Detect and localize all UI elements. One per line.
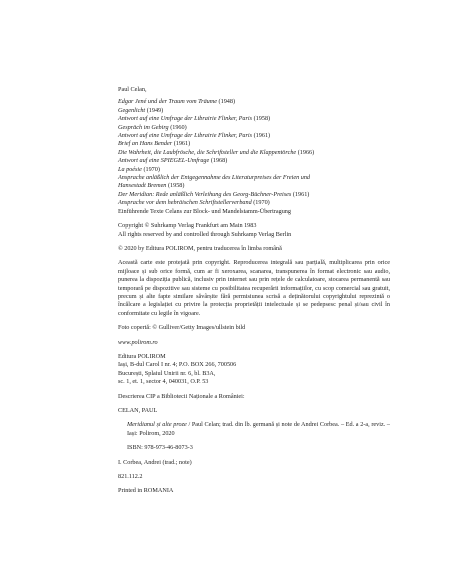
copyright-translation: © 2020 by Editura POLIROM, pentru traducerea în limba română [118, 244, 282, 252]
work-entry: Gespräch im Gebirg (1960) [118, 123, 187, 131]
work-entry: Edgar Jené und der Traum vom Träume (1948) [118, 98, 236, 106]
work-entry: Ansprache vor dem hebräischen Schriftstellerverband (1970) [118, 199, 270, 207]
works-block [118, 86, 390, 496]
isbn: ISBN: 978-973-46-8073-3 [127, 444, 193, 452]
work-entry: Die Wahrheit, die Laubfrösche, die Schriftsteller und die Klappentörche (1966) [118, 148, 315, 156]
work-entry: Der Meridian: Rede anläßlich Verleihung des Georg-Büchner-Preises (1961) [118, 190, 310, 198]
publisher-address: București, Splaiul Unirii nr. 6, bl. B3A, [118, 369, 216, 377]
author-name: Paul Celan, [118, 86, 147, 93]
work-entry: Gegenlicht (1949) [118, 106, 164, 114]
printed-in: Printed in ROMANIA [118, 487, 174, 495]
work-entry: Brief an Hans Bender (1961) [118, 140, 191, 148]
udc-code: 821.112.2 [118, 473, 143, 481]
work-entry: Ansprache anläßlich der Entgegennahme des Literaturpreises der Freien und [118, 174, 311, 182]
publisher-address: Iași, B-dul Carol I nr. 4; P.O. BOX 266, 700506 [118, 361, 237, 369]
work-entry: La poésie (1970) [118, 165, 160, 173]
cip-subject: I. Corbea, Andrei (trad.; note) [118, 458, 192, 466]
copyright-rights: All rights reserved by and controlled through Suhrkamp Verlag Berlin [118, 230, 292, 238]
publisher-address: sc. 1, et. 1, sector 4, 040031, O.P. 53 [118, 378, 209, 386]
work-entry: Hansestadt Bremen (1958) [118, 182, 185, 190]
work-entry: Antwort auf eine SPIEGEL-Umfrage (1968) [118, 157, 228, 165]
work-entry: Antwort auf eine Umfrage der Librairie Flinker, Paris (1958) [118, 115, 271, 123]
cip-title: Descrierea CIP a Bibliotecii Naționale a României: [118, 392, 245, 400]
work-entry: Antwort auf eine Umfrage der Librairie Flinker, Paris (1961) [118, 132, 271, 140]
cip-description: Meridianul și alte proze / Paul Celan; trad. din lb. germană și note de Andrei Corbea. – Ed. a 2-a, reviz. – Iași: Polirom, 2020 [127, 421, 390, 437]
cip-author: CELAN, PAUL [118, 407, 158, 414]
publisher-name: Editura POLIROM [118, 352, 166, 360]
intro-line: Einführende Texte Celans zur Block- und Mandelstamm-Übertragung [118, 207, 291, 215]
publisher-website: www.polirom.ro [118, 338, 158, 346]
copyright-original: Copyright © Suhrkamp Verlag Frankfurt am Main 1983 [118, 222, 257, 230]
legal-notice: Această carte este protejată prin copyright. Reproducerea integrală sau parțială, multiplicarea prin orice mijloace și sub orice formă, cum ar fi xeroxarea, scanarea, transpunerea în format electronic sau audio, punerea la dispoziția publică, inclusiv prin internet sau prin rețele de calculatoare, stocarea permanentă sau temporară pe dispozitive sau sisteme cu posibilitatea recuperării informațiilor, cu scop comercial sau gratuit, precum și alte fapte similare săvârșite fără permisiunea scrisă a deținătorului copyrightului reprezintă o încălcare a legislației cu privire la protecția proprietății intelectuale și se pedepsesc penal și/sau civil în conformitate cu legile în vigoare. [118, 259, 390, 317]
photo-credit: Foto copertă: © Gulliver/Getty Images/ullstein bild [118, 324, 246, 332]
